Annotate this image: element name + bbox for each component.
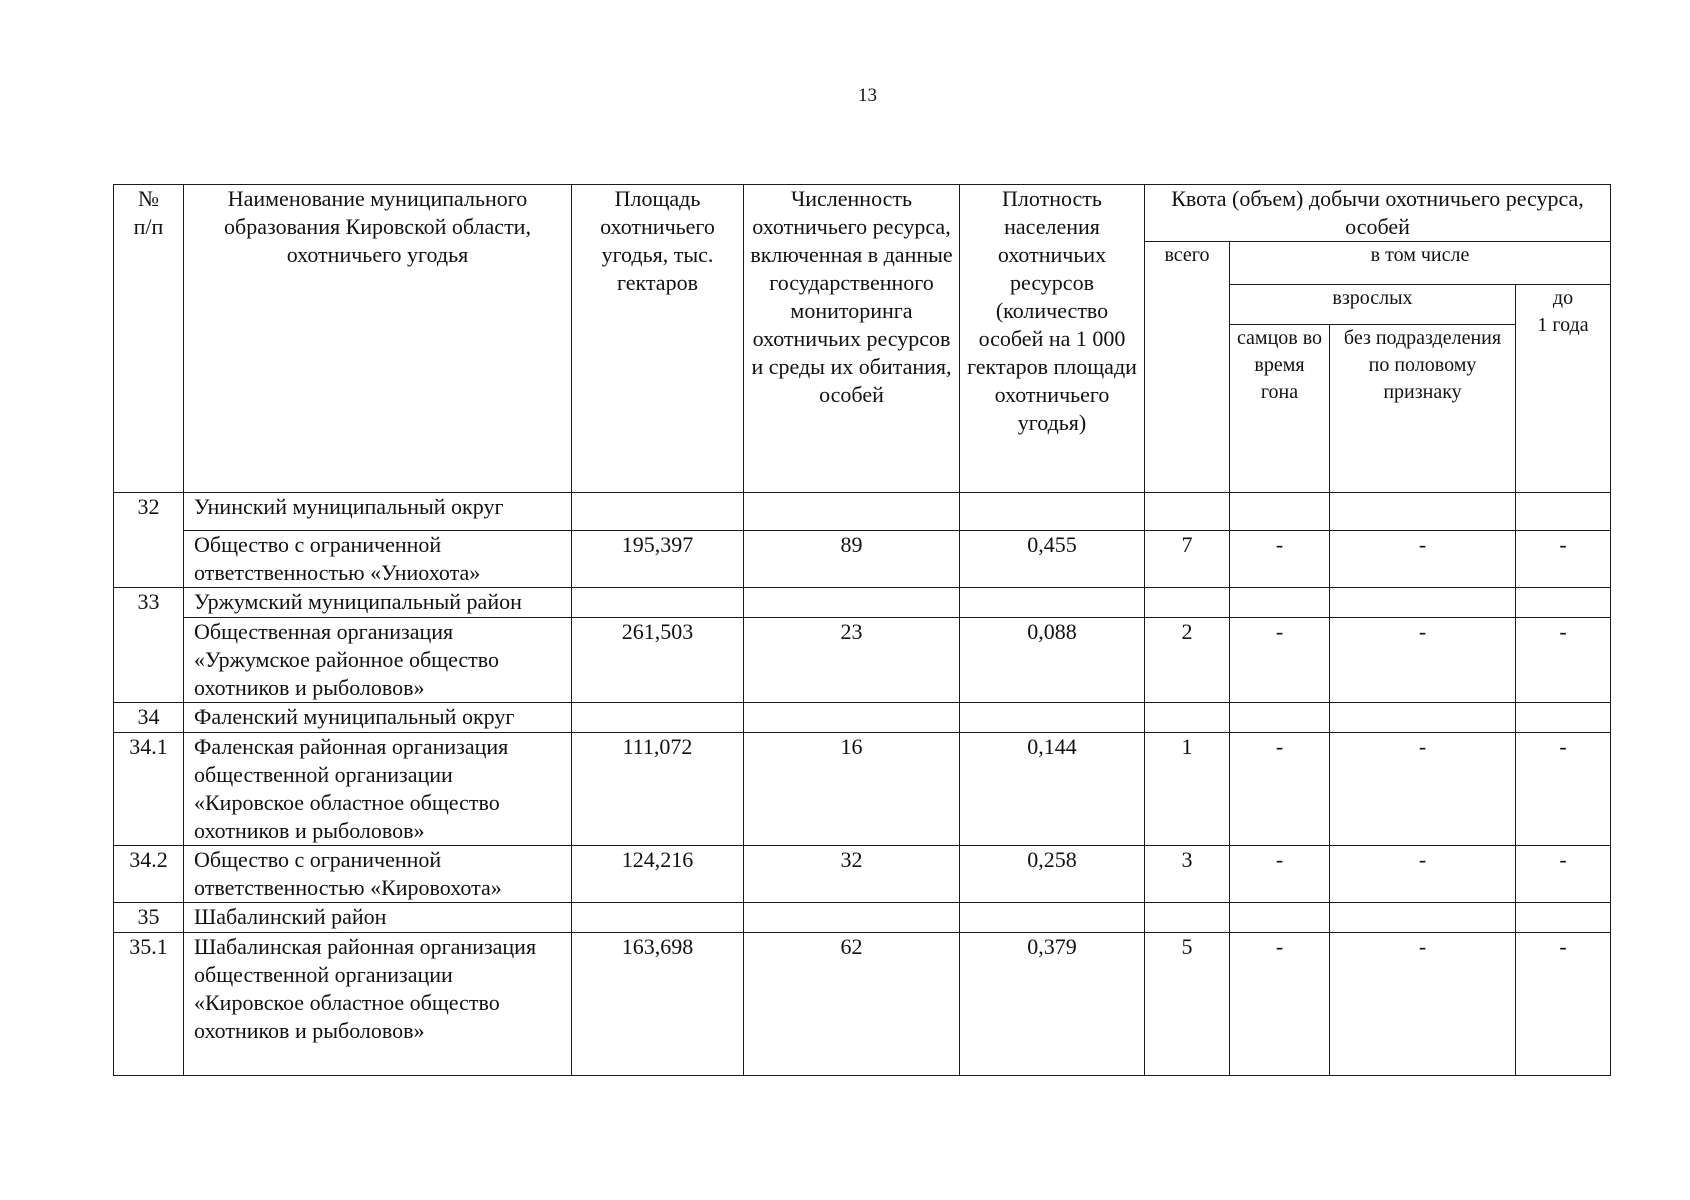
row-name: Общество с ограниченной ответственностью «Кировохота» bbox=[184, 846, 572, 903]
header-num: № п/п bbox=[114, 185, 184, 493]
row-count bbox=[744, 703, 960, 733]
row-quota-young: - bbox=[1516, 618, 1611, 703]
table-row bbox=[114, 933, 1611, 1076]
row-quota-total: 7 bbox=[1145, 531, 1230, 588]
row-quota-males bbox=[1230, 588, 1330, 618]
row-number: 34 bbox=[114, 703, 184, 733]
table-row bbox=[114, 733, 1611, 846]
district-row bbox=[114, 493, 1611, 531]
row-quota-young: - bbox=[1516, 733, 1611, 846]
row-quota-young: - bbox=[1516, 933, 1611, 1076]
row-density bbox=[960, 703, 1145, 733]
row-number bbox=[114, 531, 184, 588]
row-count: 62 bbox=[744, 933, 960, 1076]
row-quota-total bbox=[1145, 588, 1230, 618]
row-quota-young bbox=[1516, 703, 1611, 733]
row-name: Фаленский муниципальный округ bbox=[184, 703, 572, 733]
row-area bbox=[572, 493, 744, 531]
district-row bbox=[114, 703, 1611, 733]
row-quota-males bbox=[1230, 703, 1330, 733]
row-area: 124,216 bbox=[572, 846, 744, 903]
row-density bbox=[960, 903, 1145, 933]
header-adults: взрослых bbox=[1230, 285, 1516, 325]
row-quota-young bbox=[1516, 903, 1611, 933]
row-quota-young bbox=[1516, 493, 1611, 531]
table-body bbox=[114, 493, 1611, 1076]
header-area: Площадь охотничьего угодья, тыс. гектаров bbox=[572, 185, 744, 493]
row-area: 111,072 bbox=[572, 733, 744, 846]
row-quota-young: - bbox=[1516, 531, 1611, 588]
row-quota-total: 2 bbox=[1145, 618, 1230, 703]
page-number: 13 bbox=[858, 85, 877, 106]
row-quota-total bbox=[1145, 703, 1230, 733]
row-area: 261,503 bbox=[572, 618, 744, 703]
row-quota-total bbox=[1145, 493, 1230, 531]
table-row bbox=[114, 531, 1611, 588]
row-density: 0,144 bbox=[960, 733, 1145, 846]
row-area: 163,698 bbox=[572, 933, 744, 1076]
table-header bbox=[114, 185, 1611, 493]
row-number: 35.1 bbox=[114, 933, 184, 1076]
district-row bbox=[114, 903, 1611, 933]
header-including: в том числе bbox=[1230, 242, 1611, 285]
row-density: 0,379 bbox=[960, 933, 1145, 1076]
row-count: 32 bbox=[744, 846, 960, 903]
row-number: 34.2 bbox=[114, 846, 184, 903]
header-males-rut: самцов во время гона bbox=[1230, 325, 1330, 493]
row-quota-young bbox=[1516, 588, 1611, 618]
row-quota-males: - bbox=[1230, 618, 1330, 703]
header-no-sex-division: без подразделения по половому признаку bbox=[1330, 325, 1516, 493]
row-area: 195,397 bbox=[572, 531, 744, 588]
row-name: Уржумский муниципальный район bbox=[184, 588, 572, 618]
row-number: 32 bbox=[114, 493, 184, 531]
row-density: 0,258 bbox=[960, 846, 1145, 903]
row-quota-no-sex: - bbox=[1330, 531, 1516, 588]
row-quota-males bbox=[1230, 493, 1330, 531]
header-name: Наименование муниципального образования Кировской области, охотничьего угодья bbox=[184, 185, 572, 493]
row-number: 34.1 bbox=[114, 733, 184, 846]
row-area bbox=[572, 703, 744, 733]
row-density bbox=[960, 588, 1145, 618]
row-number bbox=[114, 618, 184, 703]
row-count: 16 bbox=[744, 733, 960, 846]
row-number: 35 bbox=[114, 903, 184, 933]
row-name: Шабалинский район bbox=[184, 903, 572, 933]
row-density: 0,088 bbox=[960, 618, 1145, 703]
hunting-quota-table bbox=[113, 184, 1611, 1076]
row-quota-no-sex bbox=[1330, 493, 1516, 531]
row-quota-no-sex: - bbox=[1330, 933, 1516, 1076]
row-name: Шабалинская районная организация общественной организации «Кировское областное общество охотников и рыболовов» bbox=[184, 933, 572, 1076]
row-density bbox=[960, 493, 1145, 531]
header-total: всего bbox=[1145, 242, 1230, 493]
header-resource-count: Численность охотничьего ресурса, включенная в данные государственного мониторинга охотничьих ресурсов и среды их обитания, особей bbox=[744, 185, 960, 493]
header-under-one-year: до 1 года bbox=[1516, 285, 1611, 493]
row-quota-no-sex bbox=[1330, 903, 1516, 933]
header-density: Плотность населения охотничьих ресурсов (количество особей на 1 000 гектаров площади охотничьего угодья) bbox=[960, 185, 1145, 493]
row-name: Общество с ограниченной ответственностью «Униохота» bbox=[184, 531, 572, 588]
row-quota-no-sex bbox=[1330, 703, 1516, 733]
row-quota-total bbox=[1145, 903, 1230, 933]
row-area bbox=[572, 903, 744, 933]
row-quota-no-sex: - bbox=[1330, 846, 1516, 903]
row-number: 33 bbox=[114, 588, 184, 618]
row-count: 23 bbox=[744, 618, 960, 703]
row-count bbox=[744, 493, 960, 531]
row-quota-total: 5 bbox=[1145, 933, 1230, 1076]
row-quota-no-sex bbox=[1330, 588, 1516, 618]
row-quota-total: 3 bbox=[1145, 846, 1230, 903]
row-count: 89 bbox=[744, 531, 960, 588]
row-name: Фаленская районная организация общественной организации «Кировское областное общество охотников и рыболовов» bbox=[184, 733, 572, 846]
row-quota-males: - bbox=[1230, 733, 1330, 846]
row-name: Унинский муниципальный округ bbox=[184, 493, 572, 531]
row-density: 0,455 bbox=[960, 531, 1145, 588]
row-name: Общественная организация «Уржумское районное общество охотников и рыболовов» bbox=[184, 618, 572, 703]
table-row bbox=[114, 846, 1611, 903]
row-quota-total: 1 bbox=[1145, 733, 1230, 846]
header-quota: Квота (объем) добычи охотничьего ресурса, особей bbox=[1145, 185, 1611, 242]
row-area bbox=[572, 588, 744, 618]
district-row bbox=[114, 588, 1611, 618]
row-quota-males: - bbox=[1230, 846, 1330, 903]
row-quota-males: - bbox=[1230, 933, 1330, 1076]
row-quota-no-sex: - bbox=[1330, 618, 1516, 703]
row-quota-males: - bbox=[1230, 531, 1330, 588]
row-quota-males bbox=[1230, 903, 1330, 933]
row-count bbox=[744, 588, 960, 618]
table-row bbox=[114, 618, 1611, 703]
row-quota-no-sex: - bbox=[1330, 733, 1516, 846]
row-count bbox=[744, 903, 960, 933]
row-quota-young: - bbox=[1516, 846, 1611, 903]
